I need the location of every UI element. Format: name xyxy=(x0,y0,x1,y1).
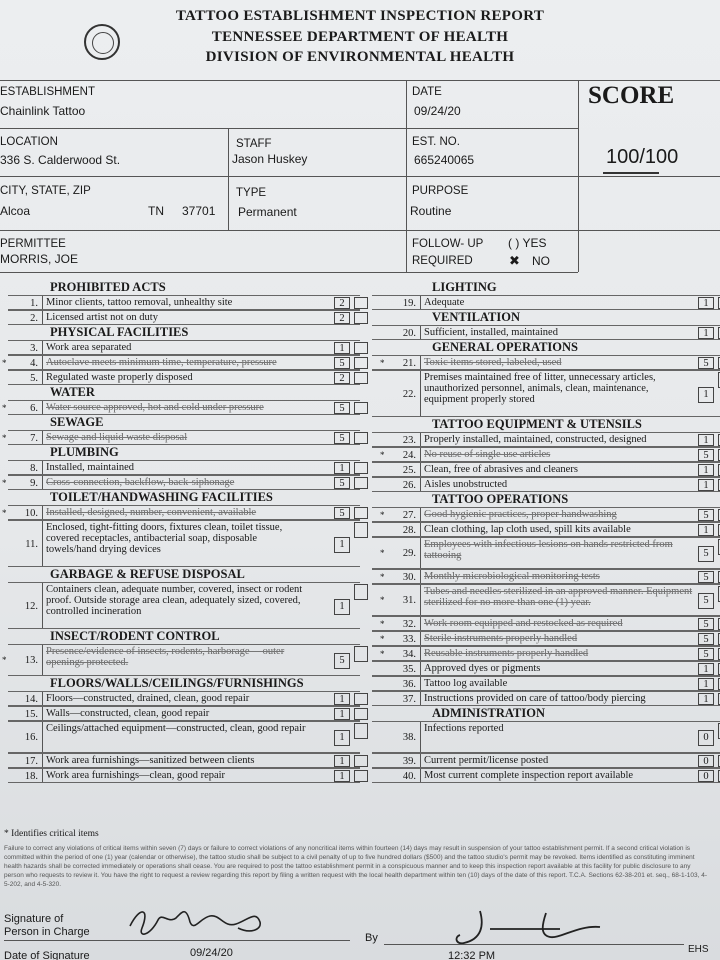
date-value: 09/24/20 xyxy=(414,104,461,118)
item-points: 1 xyxy=(339,755,345,767)
item-number: 19. xyxy=(402,297,416,309)
item-points: 1 xyxy=(703,524,709,536)
points-box xyxy=(698,479,714,491)
item-points: 5 xyxy=(703,509,709,521)
points-box xyxy=(698,524,714,536)
item-number: 13. xyxy=(24,655,38,666)
violation-box xyxy=(354,342,368,354)
item-description: Work room equipped and restocked as required xyxy=(424,618,623,629)
item-description: Work area furnishings—clean, good repair xyxy=(46,770,226,781)
inspection-item-row xyxy=(372,355,720,370)
date-of-signature-label: Date of Signature xyxy=(4,950,90,960)
inspection-item-row xyxy=(2,430,360,445)
item-points: 5 xyxy=(703,618,709,630)
item-description: Most current complete inspection report available xyxy=(424,770,634,781)
item-description: Cross-connection, backflow, back-siphonage xyxy=(46,477,235,488)
item-description: Clean clothing, lap cloth used, spill kits available xyxy=(424,524,631,535)
points-box xyxy=(698,693,714,705)
score-label: SCORE xyxy=(588,82,675,109)
item-description: Properly installed, maintained, constructed, designed xyxy=(424,434,647,445)
critical-item-star-icon: * xyxy=(380,449,385,460)
item-number: 37. xyxy=(402,693,416,705)
section-heading: TATTOO EQUIPMENT & UTENSILS xyxy=(432,417,642,431)
inspection-item-row xyxy=(372,631,720,646)
item-description: Enclosed, tight-fitting doors, fixtures clean, toilet tissue, covered receptacles, antibacterial soap, disposable towels/hand drying devices xyxy=(46,522,283,555)
establishment-value: Chainlink Tattoo xyxy=(0,104,86,118)
item-description: Regulated waste properly disposed xyxy=(46,372,193,383)
division-name: DIVISION OF ENVIRONMENTAL HEALTH xyxy=(205,49,515,65)
inspection-item-row xyxy=(372,691,720,706)
item-number: 23. xyxy=(402,434,416,446)
permittee-value: MORRIS, JOE xyxy=(0,252,79,266)
inspection-item-row xyxy=(2,644,360,676)
points-box xyxy=(334,693,350,705)
violation-box xyxy=(354,402,368,414)
inspection-item-row xyxy=(8,460,360,475)
section-heading: WATER xyxy=(50,385,95,399)
inspection-item-row xyxy=(8,520,360,567)
item-number: 30. xyxy=(402,571,416,583)
points-box xyxy=(698,434,714,446)
type-label: TYPE xyxy=(236,187,267,199)
inspection-item-row xyxy=(8,691,360,706)
department-name: TENNESSEE DEPARTMENT OF HEALTH xyxy=(211,29,509,45)
points-box xyxy=(334,507,350,519)
violation-box xyxy=(354,708,368,720)
item-points: 1 xyxy=(339,708,345,720)
inspection-item-row xyxy=(372,462,720,477)
item-description: Adequate xyxy=(424,297,465,308)
points-box xyxy=(334,432,350,444)
item-number: 33. xyxy=(402,633,416,645)
item-points: 1 xyxy=(703,434,709,446)
item-number: 15. xyxy=(24,708,38,720)
violation-box xyxy=(354,693,368,705)
item-description: Presence/evidence of insects, rodents, harborage— outer openings protected. xyxy=(46,646,285,668)
item-points: 1 xyxy=(703,479,709,491)
item-description: Licensed artist not on duty xyxy=(46,312,158,323)
points-box xyxy=(698,663,714,675)
points-box xyxy=(334,653,350,669)
item-points: 0 xyxy=(703,755,709,767)
points-box xyxy=(334,297,350,309)
violation-box xyxy=(354,477,368,489)
fine-print: Failure to correct any violations of critical items within seven (7) days or failure to correct violations of any noncritical items within fourteen (14) days may result in suspension of your tattoo establishment permit. If a second critical violation is committed within the period of one (1) year (calendar or otherwise), the tattoo studio shall be subject to a civil penalty of up to five hundred dollars ($500) and the tattoo studio's permit may be revoked. Items identified as constituting imminent health hazards shall be corrected immediately or operations shall cease. You are required to post the tattoo establishment permit in a conspicuous manner and to keep this inspection report available at this facility for public disclosure to any person who requests to review it. You have the right to request a review regarding this report by filing a written request with the local health department within ten (10) days of the date of this report. T.C.A. Sections 62-38-201 et. seq., 68-1-103, 4-5-202, and 4-5-320. xyxy=(4,845,707,888)
item-description: Floors—constructed, drained, clean, good repair xyxy=(46,693,250,704)
item-points: 0 xyxy=(703,770,709,782)
item-points: 2 xyxy=(339,372,345,384)
points-box xyxy=(698,509,714,521)
followup-no-checkmark-icon: ✖ xyxy=(509,254,520,269)
inspection-item-row xyxy=(372,325,720,340)
date-label: DATE xyxy=(412,86,442,98)
item-number: 11. xyxy=(25,538,38,550)
critical-item-star-icon: * xyxy=(2,432,7,443)
item-number: 32. xyxy=(402,618,416,630)
points-box xyxy=(334,402,350,414)
critical-item-star-icon: * xyxy=(380,357,385,368)
points-box xyxy=(698,297,714,309)
points-box xyxy=(334,755,350,767)
critical-item-star-icon: * xyxy=(2,507,7,518)
inspection-item-row xyxy=(372,447,720,462)
item-points: 5 xyxy=(339,402,345,414)
item-points: 5 xyxy=(703,571,709,583)
points-box xyxy=(698,730,714,746)
points-box xyxy=(698,327,714,339)
points-box xyxy=(698,357,714,369)
state-value: TN xyxy=(148,204,164,218)
inspection-item-row xyxy=(372,569,720,584)
violation-box xyxy=(354,755,368,767)
item-number: 1. xyxy=(30,297,38,309)
item-description: Autoclave meets minimum time, temperature, pressure xyxy=(46,357,277,368)
purpose-label: PURPOSE xyxy=(412,185,469,197)
points-box xyxy=(698,770,714,782)
item-number: 22. xyxy=(402,388,416,400)
violation-box xyxy=(354,507,368,519)
item-number: 39. xyxy=(402,755,416,767)
item-description: Tattoo log available xyxy=(424,678,508,689)
inspection-item-row xyxy=(372,676,720,691)
item-points: 5 xyxy=(339,655,345,666)
est-no-label: EST. NO. xyxy=(412,136,460,148)
report-title: TATTOO ESTABLISHMENT INSPECTION REPORT xyxy=(175,8,545,24)
item-number: 8. xyxy=(30,462,38,474)
item-number: 5. xyxy=(30,372,38,384)
city-label: CITY, STATE, ZIP xyxy=(0,185,91,197)
item-description: Minor clients, tattoo removal, unhealthy site xyxy=(46,297,233,308)
inspection-item-row xyxy=(8,721,360,753)
item-number: 40. xyxy=(402,770,416,782)
inspection-item-row xyxy=(2,475,360,490)
inspection-item-row xyxy=(8,753,360,768)
points-box xyxy=(334,312,350,324)
item-number: 31. xyxy=(402,595,416,606)
critical-item-star-icon: * xyxy=(380,595,385,605)
violation-box xyxy=(354,723,368,739)
required-label: REQUIRED xyxy=(412,255,473,267)
critical-item-star-icon: * xyxy=(380,571,385,582)
item-description: Tubes and needles sterilized in an approved manner. Equipment sterilized for no more than one (1) year. xyxy=(424,586,693,608)
staff-value: Jason Huskey xyxy=(232,152,308,166)
item-points: 1 xyxy=(339,693,345,705)
item-description: Premises maintained free of litter, unnecessary articles, unauthorized personnel, animals, clean, maintenance, equipment properly stored xyxy=(424,372,656,405)
points-box xyxy=(698,593,714,609)
section-heading: INSECT/RODENT CONTROL xyxy=(50,629,220,643)
item-points: 1 xyxy=(703,327,709,339)
item-points: 1 xyxy=(339,770,345,782)
item-number: 16. xyxy=(24,732,38,743)
item-description: Current permit/license posted xyxy=(424,755,549,766)
section-heading: FLOORS/WALLS/CEILINGS/FURNISHINGS xyxy=(50,676,304,690)
item-points: 0 xyxy=(703,732,709,743)
item-description: Installed, designed, number, convenient, available xyxy=(46,507,257,518)
item-number: 24. xyxy=(402,449,416,461)
city-value: Alcoa xyxy=(0,204,31,218)
item-points: 2 xyxy=(339,297,345,309)
location-label: LOCATION xyxy=(0,136,58,148)
inspection-item-row xyxy=(372,646,720,661)
item-description: Walls—constructed, clean, good repair xyxy=(46,708,210,719)
item-number: 28. xyxy=(402,524,416,536)
item-description: Water source approved, hot and cold under pressure xyxy=(46,402,264,413)
item-number: 25. xyxy=(402,464,416,476)
inspection-item-row xyxy=(8,768,360,783)
item-description: Good hygienic practices, proper handwashing xyxy=(424,509,617,520)
item-points: 5 xyxy=(703,449,709,461)
item-description: Sufficient, installed, maintained xyxy=(424,327,558,338)
item-number: 36. xyxy=(402,678,416,690)
item-points: 5 xyxy=(703,548,709,559)
item-number: 27. xyxy=(402,509,416,521)
item-description: Clean, free of abrasives and cleaners xyxy=(424,464,578,475)
establishment-label: ESTABLISHMENT xyxy=(0,86,95,98)
section-heading: PHYSICAL FACILITIES xyxy=(50,325,189,339)
item-number: 20. xyxy=(402,327,416,339)
item-points: 1 xyxy=(703,388,709,400)
item-number: 12. xyxy=(24,600,38,612)
violation-box xyxy=(354,372,368,384)
score-value: 100/100 xyxy=(606,146,679,168)
item-points: 2 xyxy=(339,312,345,324)
ehs-label: EHS xyxy=(688,944,709,955)
points-box xyxy=(334,357,350,369)
violation-box xyxy=(354,584,368,600)
points-box xyxy=(698,755,714,767)
item-description: Instructions provided on care of tattoo/body piercing xyxy=(424,693,646,704)
inspection-item-row xyxy=(8,370,360,385)
followup-no-option: NO xyxy=(532,254,550,268)
inspection-item-row xyxy=(372,616,720,631)
points-box xyxy=(698,633,714,645)
item-number: 18. xyxy=(24,770,38,782)
item-description: Approved dyes or pigments xyxy=(424,663,541,674)
item-description: Work area furnishings—sanitized between clients xyxy=(46,755,255,766)
section-heading: GENERAL OPERATIONS xyxy=(432,340,578,354)
inspection-item-row xyxy=(372,721,720,753)
item-points: 5 xyxy=(703,648,709,660)
points-box xyxy=(334,477,350,489)
item-points: 5 xyxy=(339,477,345,489)
inspection-item-row xyxy=(372,584,720,616)
item-number: 21. xyxy=(402,357,416,369)
signature-label-line2: Person in Charge xyxy=(4,926,90,938)
points-box xyxy=(334,462,350,474)
item-number: 17. xyxy=(24,755,38,767)
score-underline xyxy=(603,172,659,174)
violation-box xyxy=(354,357,368,369)
section-heading: TOILET/HANDWASHING FACILITIES xyxy=(50,490,273,504)
inspection-item-row xyxy=(8,340,360,355)
points-box xyxy=(698,546,714,562)
inspection-item-row xyxy=(372,507,720,522)
item-description: Toxic items stored, labeled, used xyxy=(424,357,562,368)
points-box xyxy=(334,599,350,615)
inspection-item-row xyxy=(372,753,720,768)
section-heading: LIGHTING xyxy=(432,280,497,294)
item-description: Sewage and liquid waste disposal xyxy=(46,432,188,443)
item-number: 4. xyxy=(30,357,38,369)
critical-item-star-icon: * xyxy=(380,509,385,520)
item-points: 1 xyxy=(703,297,709,309)
points-box xyxy=(698,648,714,660)
item-points: 1 xyxy=(703,464,709,476)
type-value: Permanent xyxy=(238,205,297,219)
violation-box xyxy=(354,770,368,782)
points-box xyxy=(334,537,350,553)
item-points: 1 xyxy=(703,663,709,675)
item-number: 2. xyxy=(30,312,38,324)
by-label: By xyxy=(365,932,378,944)
signature-label-line1: Signature of xyxy=(4,913,64,925)
points-box xyxy=(334,372,350,384)
location-value: 336 S. Calderwood St. xyxy=(0,153,121,167)
inspection-item-row xyxy=(372,477,720,492)
critical-item-star-icon: * xyxy=(2,402,7,413)
critical-item-star-icon: * xyxy=(2,655,7,665)
item-number: 26. xyxy=(402,479,416,491)
section-heading: SEWAGE xyxy=(50,415,104,429)
item-number: 34. xyxy=(402,648,416,660)
person-in-charge-signature xyxy=(120,898,280,944)
est-no-value: 665240065 xyxy=(414,153,475,167)
item-description: Installed, maintained xyxy=(46,462,135,473)
item-points: 1 xyxy=(339,462,345,474)
points-box xyxy=(334,342,350,354)
section-heading: ADMINISTRATION xyxy=(432,706,545,720)
inspection-item-row xyxy=(372,370,720,417)
followup-yes-option: ( ) YES xyxy=(508,236,547,250)
critical-item-star-icon: * xyxy=(380,648,385,659)
violation-box xyxy=(354,312,368,324)
item-points: 1 xyxy=(339,600,345,612)
item-number: 7. xyxy=(30,432,38,444)
followup-label: FOLLOW- UP xyxy=(412,238,484,250)
item-points: 1 xyxy=(339,342,345,354)
item-number: 9. xyxy=(30,477,38,489)
inspection-item-row xyxy=(8,582,360,629)
permittee-label: PERMITTEE xyxy=(0,238,66,250)
item-description: Aisles unobstructed xyxy=(424,479,508,490)
item-points: 5 xyxy=(339,357,345,369)
violation-box xyxy=(354,522,368,538)
item-number: 38. xyxy=(402,732,416,743)
critical-item-star-icon: * xyxy=(2,357,7,368)
item-number: 6. xyxy=(30,402,38,414)
section-heading: PLUMBING xyxy=(50,445,119,459)
item-number: 35. xyxy=(402,663,416,675)
inspection-item-row xyxy=(2,400,360,415)
section-heading: GARBAGE & REFUSE DISPOSAL xyxy=(50,567,245,581)
inspection-item-row xyxy=(372,522,720,537)
item-points: 5 xyxy=(339,507,345,519)
critical-items-note: * Identifies critical items xyxy=(4,829,99,839)
critical-item-star-icon: * xyxy=(2,477,7,488)
purpose-value: Routine xyxy=(410,204,452,218)
item-number: 29. xyxy=(402,548,416,559)
inspection-item-row xyxy=(372,295,720,310)
item-points: 5 xyxy=(703,357,709,369)
critical-item-star-icon: * xyxy=(380,548,385,558)
critical-item-star-icon: * xyxy=(380,618,385,629)
points-box xyxy=(698,571,714,583)
zip-value: 37701 xyxy=(182,204,216,218)
inspection-item-row xyxy=(2,505,360,520)
item-number: 14. xyxy=(24,693,38,705)
item-points: 5 xyxy=(703,633,709,645)
item-description: Reusable instruments properly handled xyxy=(424,648,589,659)
item-number: 10. xyxy=(24,507,38,519)
points-box xyxy=(334,708,350,720)
inspection-item-row xyxy=(372,768,720,783)
violation-box xyxy=(354,297,368,309)
inspection-item-row xyxy=(8,295,360,310)
date-of-signature-value: 09/24/20 xyxy=(190,947,233,959)
points-box xyxy=(698,387,714,403)
violation-box xyxy=(354,646,368,662)
section-heading: TATTOO OPERATIONS xyxy=(432,492,569,506)
item-points: 5 xyxy=(703,595,709,606)
points-box xyxy=(698,678,714,690)
item-description: Work area separated xyxy=(46,342,132,353)
item-points: 1 xyxy=(339,538,345,550)
critical-item-star-icon: * xyxy=(380,633,385,644)
section-heading: PROHIBITED ACTS xyxy=(50,280,166,294)
staff-label: STAFF xyxy=(236,138,272,150)
points-box xyxy=(698,618,714,630)
violation-box xyxy=(354,432,368,444)
inspection-item-row xyxy=(372,537,720,569)
inspection-item-row xyxy=(8,706,360,721)
section-heading: VENTILATION xyxy=(432,310,520,324)
item-description: Employees with infectious lesions on hands restricted from tattooing xyxy=(424,539,673,561)
inspection-item-row xyxy=(372,432,720,447)
item-description: Sterile instruments properly handled xyxy=(424,633,578,644)
inspection-item-row xyxy=(8,310,360,325)
item-description: Ceilings/attached equipment—constructed, clean, good repair xyxy=(46,723,306,734)
item-number: 3. xyxy=(30,342,38,354)
item-points: 1 xyxy=(703,678,709,690)
item-description: Monthly microbiological monitoring tests xyxy=(424,571,600,582)
item-points: 1 xyxy=(703,693,709,705)
points-box xyxy=(334,730,350,746)
inspection-item-row xyxy=(372,661,720,676)
item-description: Infections reported xyxy=(424,723,504,734)
item-description: No reuse of single use articles xyxy=(424,449,551,460)
item-points: 5 xyxy=(339,432,345,444)
item-description: Containers clean, adequate number, covered, insect or rodent proof. Outside storage area clean, adequately sized, covered, controlled incineration xyxy=(46,584,303,617)
points-box xyxy=(698,449,714,461)
item-points: 1 xyxy=(339,732,345,743)
violation-box xyxy=(354,462,368,474)
state-seal-icon xyxy=(84,24,120,60)
signature-time: 12:32 PM xyxy=(448,950,496,960)
points-box xyxy=(334,770,350,782)
inspection-item-row xyxy=(2,355,360,370)
points-box xyxy=(698,464,714,476)
